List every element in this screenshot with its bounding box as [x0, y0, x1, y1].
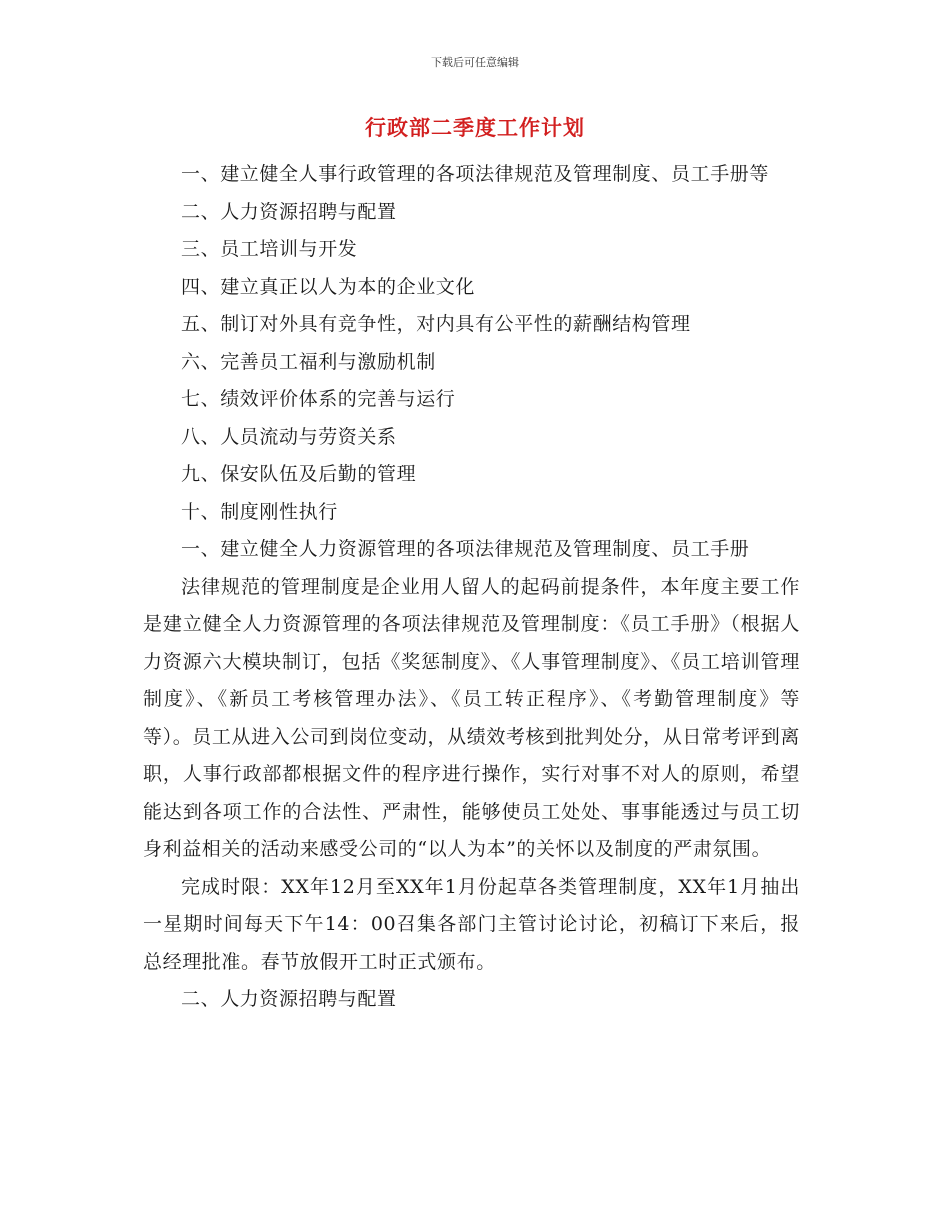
document-body	[143, 156, 800, 1019]
list-item: 四、建立真正以人为本的企业文化	[181, 275, 476, 298]
page-header: 下载后可任意编辑	[431, 56, 519, 69]
list-item: 七、绩效评价体系的完善与运行	[181, 388, 456, 410]
list-item: 九、保安队伍及后勤的管理	[181, 463, 417, 485]
section-heading: 一、建立健全人力资源管理的各项法律规范及管理制度、员工手册	[181, 538, 750, 560]
list-item: 二、人力资源招聘与配置	[181, 200, 397, 223]
list-item: 五、制订对外具有竞争性，对内具有公平性的薪酬结构管理	[181, 313, 691, 335]
list-item: 一、建立健全人事行政管理的各项法律规范及管理制度、员工手册等	[181, 163, 770, 185]
document-title: 行政部二季度工作计划	[365, 115, 585, 140]
list-item: 六、完善员工福利与激励机制	[181, 350, 436, 373]
deadline-paragraph: 完成时限：XX年12月至XX年1月份起草各类管理制度，XX年1月抽出一星期时间每天下午14：00召集各部门主管讨论讨论，初稿订下来后，报总经理批准。春节放假开工时正式颁布。	[143, 875, 800, 973]
section-heading: 二、人力资源招聘与配置	[181, 988, 397, 1010]
list-item: 十、制度刚性执行	[181, 500, 338, 523]
list-item: 八、人员流动与劳资关系	[181, 425, 397, 448]
list-item: 三、员工培训与开发	[181, 238, 358, 260]
body-paragraph: 法律规范的管理制度是企业用人留人的起码前提条件，本年度主要工作是建立健全人力资源管理的各项法律规范及管理制度：《员工手册》（根据人力资源六大模块制订，包括《奖惩制度》、《人事管理制度》、《员工培训管理制度》、《新员工考核管理办法》、《员工转正程序》、《考勤管理制度》等等）。员工从进入公司到岗位变动，从绩效考核到批判处分，从日常考评到离职，人事行政部都根据文件的程序进行操作，实行对事不对人的原则，希望能达到各项工作的合法性、严肃性，能够使员工处处、事事能透过与员工切身利益相关的活动来感受公司的“以人为本”的关怀以及制度的严肃氛围。	[143, 575, 800, 860]
